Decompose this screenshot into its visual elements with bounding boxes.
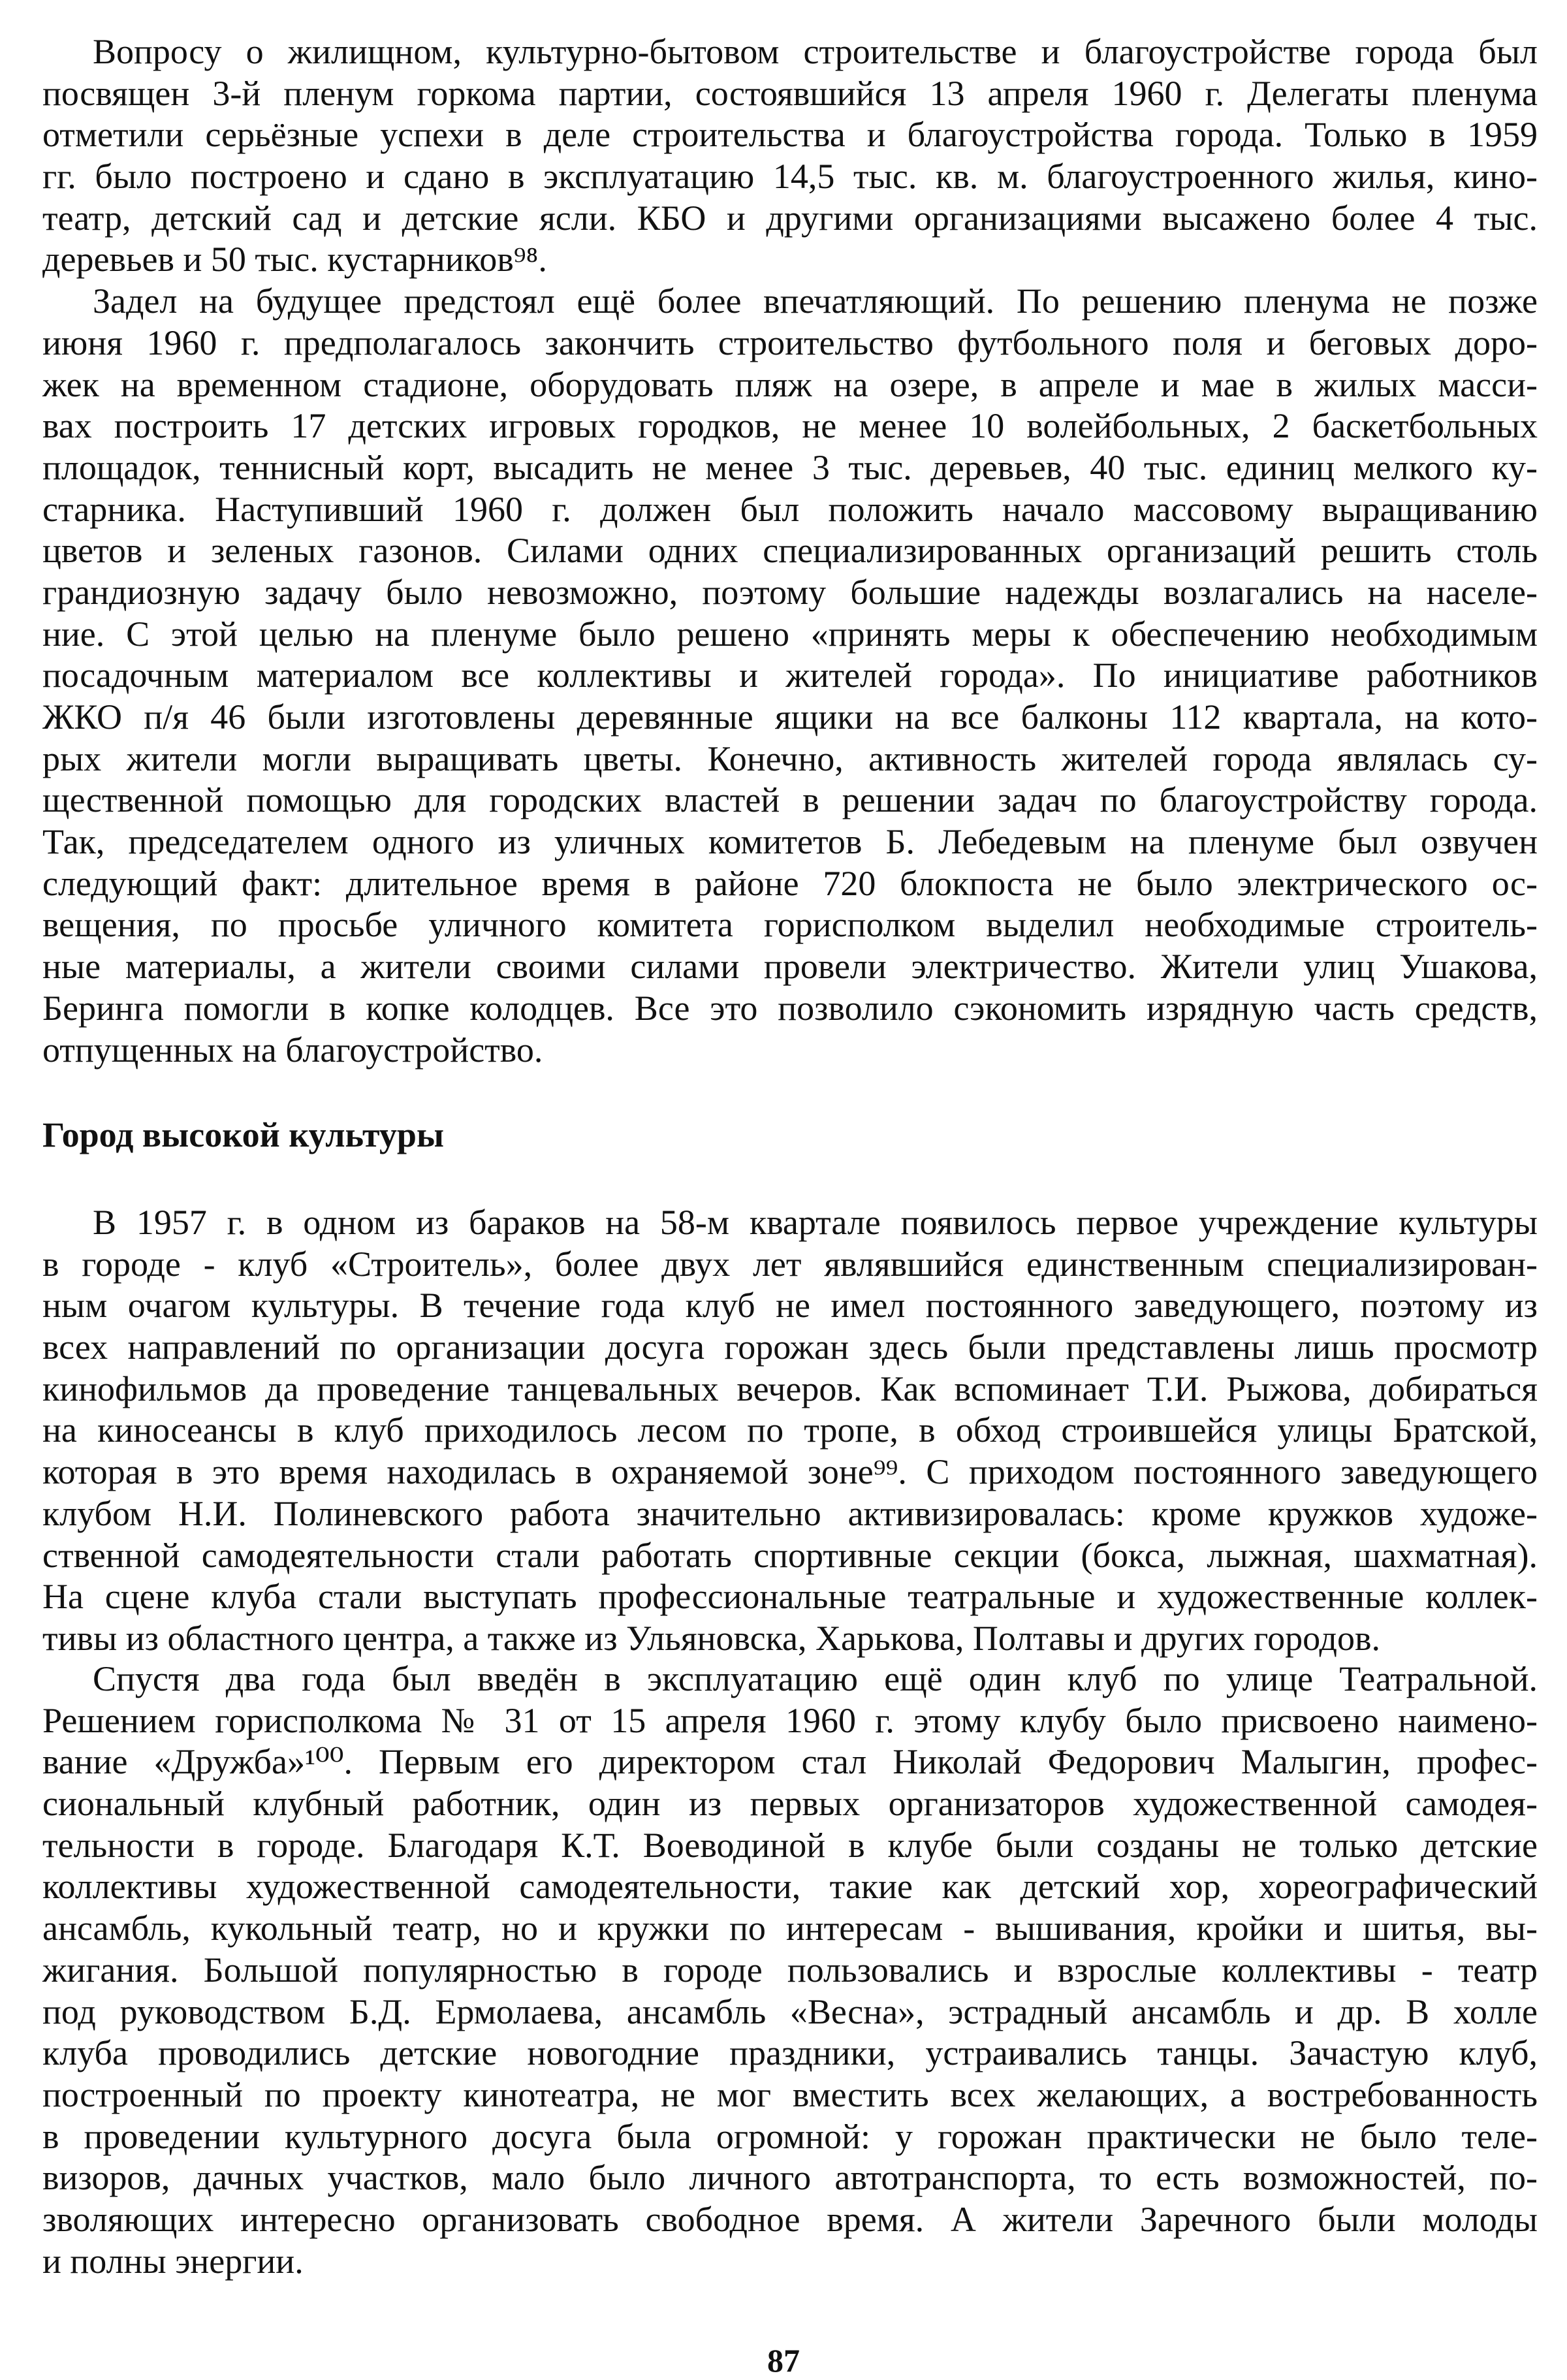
text-line: ственной самодеятельности стали работать спортивные секции (бокса, лыжная, шахматная).	[42, 1535, 1538, 1575]
text-line: жек на временном стадионе, оборудовать пляж на озере, в апреле и мае в жилых масси-	[42, 364, 1538, 404]
text-line: Беринга помогли в копке колодцев. Все это позволило сэкономить изрядную часть средств,	[42, 988, 1538, 1028]
text-line: Спустя два года был введён в эксплуатацию ещё один клуб по улице Театральной.	[93, 1659, 1538, 1698]
text-line: щественной помощью для городских властей в решении задач по благоустройству города.	[42, 780, 1538, 820]
text-line: июня 1960 г. предполагалось закончить строительство футбольного поля и беговых доро-	[42, 323, 1538, 362]
text-line: Решением горисполкома № 31 от 15 апреля 1960 г. этому клубу было присвоено наимено-	[42, 1700, 1538, 1740]
text-line: вание «Дружба»¹⁰⁰. Первым его директором стал Николай Федорович Малыгин, профес-	[42, 1742, 1538, 1782]
text-line: вах построить 17 детских игровых городков, не менее 10 волейбольных, 2 баскетбольных	[42, 406, 1538, 446]
text-line: В 1957 г. в одном из бараков на 58-м квартале появилось первое учреждение культуры	[93, 1203, 1538, 1242]
text-line: клуба проводились детские новогодние праздники, устраивались танцы. Зачастую клуб,	[42, 2033, 1538, 2073]
text-line: вещения, по просьбе уличного комитета горисполком выделил необходимые строитель-	[42, 905, 1538, 945]
text-line: ным очагом культуры. В течение года клуб не имел постоянного заведующего, поэтому из	[42, 1286, 1538, 1325]
text-line: в проведении культурного досуга была огромной: у горожан практически не было теле-	[42, 2116, 1538, 2156]
text-line: отпущенных на благоустройство.	[42, 1030, 543, 1070]
text-section-culture-druzhba	[42, 1658, 1538, 2282]
text-line: площадок, теннисный корт, высадить не менее 3 тыс. деревьев, 40 тыс. единиц мелкого ку-	[42, 447, 1538, 487]
text-line: визоров, дачных участков, мало было личного автотранспорта, то есть возможностей, по-	[42, 2158, 1538, 2198]
text-line: сиональный клубный работник, один из первых организаторов художественной самодея-	[42, 1784, 1538, 1824]
text-line: гг. было построено и сдано в эксплуатацию 14,5 тыс. кв. м. благоустроенного жилья, кино-	[42, 157, 1538, 197]
text-line: ние. С этой целью на пленуме было решено «принять меры к обеспечению необходимым	[42, 614, 1538, 654]
paragraph	[42, 281, 1538, 1071]
text-line: театр, детский сад и детские ясли. КБО и другими организациями высажено более 4 тыс.	[42, 198, 1538, 238]
text-line: тельности в городе. Благодаря К.Т. Воеводиной в клубе были созданы не только детские	[42, 1825, 1538, 1865]
text-line: цветов и зеленых газонов. Силами одних специализированных организаций решить столь	[42, 531, 1538, 571]
text-line: коллективы художественной самодеятельности, такие как детский хор, хореографический	[42, 1867, 1538, 1907]
page-number: 87	[767, 2342, 800, 2379]
text-line: кинофильмов да проведение танцевальных вечеров. Как вспоминает Т.И. Рыжова, добираться	[42, 1369, 1538, 1408]
text-line: ЖКО п/я 46 были изготовлены деревянные ящики на все балконы 112 квартала, на кото-	[42, 697, 1538, 737]
text-line: Так, председателем одного из уличных комитетов Б. Лебедевым на пленуме был озвучен	[42, 822, 1538, 862]
text-line: зволяющих интересно организовать свободное время. А жители Заречного были молоды	[42, 2199, 1538, 2239]
text-line: отметили серьёзные успехи в деле строительства и благоустройства города. Только в 1959	[42, 115, 1538, 155]
text-section-culture-stroitel	[42, 1202, 1538, 1660]
text-line: ные материалы, а жители своими силами провели электричество. Жители улиц Ушакова,	[42, 947, 1538, 987]
text-line: на киносеансы в клуб приходилось лесом по тропе, в обход строившейся улицы Братской,	[42, 1410, 1538, 1450]
text-line: и полны энергии.	[42, 2241, 304, 2281]
text-line: клубом Н.И. Полиневского работа значительно активизировалась: кроме кружков художе-	[42, 1493, 1538, 1533]
paragraph	[42, 1658, 1538, 2282]
text-line: тивы из областного центра, а также из Ульяновска, Харькова, Полтавы и других городов.	[42, 1618, 1381, 1658]
text-line: старника. Наступивший 1960 г. должен был положить начало массовому выращиванию	[42, 489, 1538, 529]
text-line: ансамбль, кукольный театр, но и кружки по интересам - вышивания, кройки и шитья, вы-	[42, 1909, 1538, 1948]
text-line: Вопросу о жилищном, культурно-бытовом строительстве и благоустройстве города был	[93, 32, 1538, 71]
text-line: построенный по проекту кинотеатра, не мог вместить всех желающих, а востребованность	[42, 2074, 1538, 2114]
text-line: грандиозную задачу было невозможно, поэтому большие надежды возлагались на населе-	[42, 572, 1538, 612]
text-line: посадочным материалом все коллективы и жителей города». По инициативе работников	[42, 656, 1538, 695]
text-line: под руководством Б.Д. Ермолаева, ансамбль «Весна», эстрадный ансамбль и др. В холле	[42, 1991, 1538, 2031]
text-line: в городе - клуб «Строитель», более двух лет являвшийся единственным специализирован-	[42, 1244, 1538, 1284]
text-line: посвящен 3-й пленум горкома партии, состоявшийся 13 апреля 1960 г. Делегаты пленума	[42, 73, 1538, 113]
paragraph	[42, 1202, 1538, 1660]
paragraph	[42, 31, 1538, 281]
text-section-housing	[42, 31, 1538, 1071]
text-line: которая в это время находилась в охраняемой зоне⁹⁹. С приходом постоянного заведующего	[42, 1452, 1538, 1492]
text-line: следующий факт: длительное время в районе 720 блокпоста не было электрического ос-	[42, 863, 1538, 903]
text-line: На сцене клуба стали выступать профессиональные театральные и художественные коллек-	[42, 1577, 1538, 1617]
text-line: деревьев и 50 тыс. кустарников⁹⁸.	[42, 240, 547, 279]
text-line: жигания. Большой популярностью в городе пользовались и взрослые коллективы - театр	[42, 1950, 1538, 1990]
section-heading: Город высокой культуры	[42, 1115, 445, 1154]
text-line: Задел на будущее предстоял ещё более впечатляющий. По решению пленума не позже	[93, 281, 1538, 321]
text-line: рых жители могли выращивать цветы. Конечно, активность жителей города являлась су-	[42, 738, 1538, 778]
text-line: всех направлений по организации досуга горожан здесь были представлены лишь просмотр	[42, 1327, 1538, 1367]
